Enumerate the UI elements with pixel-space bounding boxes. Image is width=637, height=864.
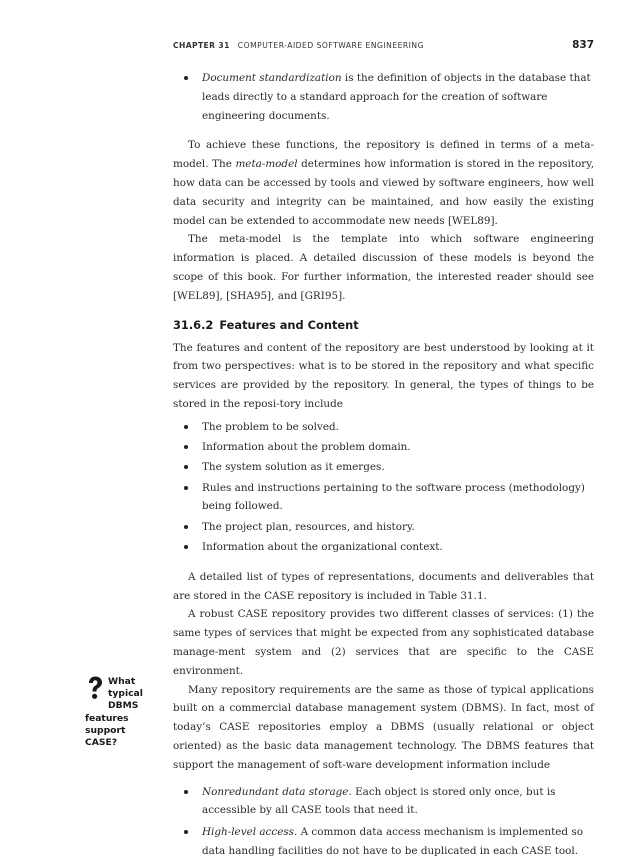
bullet-icon xyxy=(184,545,188,549)
paragraph-dbms: Many repository requirements are the same as those of typical applications built on a commercial database management system (DBMS). In fact, most of today’s CASE repositories employ a DBMS (usually relational or object oriented) as the basic data management technology. The DBMS features that support the management of soft-ware development information include xyxy=(173,683,594,771)
list-item xyxy=(173,783,594,821)
chapter-label: CHAPTER 31 xyxy=(173,41,230,50)
bullet-icon xyxy=(184,445,188,449)
margin-note-text: DBMS xyxy=(108,700,139,711)
paragraph-table-ref: A detailed list of types of representations, documents and deliverables that are stored in the CASE repository is included in Table 31.1. xyxy=(173,570,594,602)
paragraph-template: The meta-model is the template into which software engineering information is placed. A detailed discussion of these models is beyond the scope of this book. For further information, the interested reader should see [WEL89], [SHA95], and [GRI95]. xyxy=(173,233,594,302)
bullet-list-contents xyxy=(173,418,594,557)
paragraph-features: The features and content of the repository are best understood by looking at it from two perspectives: what is to be stored in the repository and what specific services are provided by the repository. In general, the types of things to be stored in the reposi-tory include xyxy=(173,341,594,410)
section-title: Features and Content xyxy=(219,317,359,332)
list-item xyxy=(173,438,594,457)
bullet-list-standardization xyxy=(173,69,594,125)
list-item-text: Information about the organizational context. xyxy=(202,541,443,554)
feature-term: Nonredundant data storage. xyxy=(202,785,352,798)
list-item xyxy=(173,518,594,537)
paragraph-text: To achieve these functions, the repository is defined in terms of a meta-model. The xyxy=(173,139,594,171)
feature-text: A common data access mechanism is implemented so data handling facilities do not have to be duplicated in each CASE tool. xyxy=(202,826,583,857)
list-item-text: Information about the problem domain. xyxy=(202,441,411,454)
body-text xyxy=(173,69,594,864)
feature-text: Each object is stored only once, but is accessible by all CASE tools that need it. xyxy=(202,785,556,817)
section-heading xyxy=(173,316,594,334)
list-item xyxy=(173,479,594,517)
bullet-icon xyxy=(184,790,188,794)
running-header xyxy=(173,40,594,54)
bullet-icon xyxy=(184,76,188,80)
list-item-text: Rules and instructions pertaining to the software process (methodology) being followed. xyxy=(202,481,585,513)
list-item-text: The system solution as it emerges. xyxy=(202,461,385,474)
bullet-icon xyxy=(184,525,188,529)
bullet-text: is the definition of objects in the database that leads directly to a standard approach for the creation of software engineering documents. xyxy=(202,72,591,122)
paragraph-text: determines how information is stored in the repository, how data can be accessed by tools and viewed by software engineers, how well data security and integrity can be maintained, and how easily the existing model can be extended to accommodate new needs [WEL89]. xyxy=(173,158,594,227)
list-item-text: The project plan, resources, and history. xyxy=(202,520,415,533)
page-number: 837 xyxy=(572,39,594,51)
paragraph-meta-model xyxy=(173,136,594,230)
bullet-list-dbms-features xyxy=(173,783,594,861)
list-item xyxy=(173,823,594,861)
question-mark-icon xyxy=(86,676,104,700)
term-document-standardization: Document standardization xyxy=(202,72,342,84)
list-item xyxy=(173,458,594,477)
bullet-icon xyxy=(184,830,188,834)
list-item xyxy=(173,538,594,557)
margin-note-text: features support xyxy=(85,713,129,736)
list-item xyxy=(173,69,594,125)
margin-note-text: What typical xyxy=(108,676,143,699)
chapter-heading xyxy=(173,41,424,50)
bullet-icon xyxy=(184,425,188,429)
bullet-icon xyxy=(184,486,188,490)
margin-note-text: CASE? xyxy=(85,737,118,748)
bullet-icon xyxy=(184,465,188,469)
term-meta-model: meta-model xyxy=(235,158,298,171)
margin-question-note xyxy=(85,676,165,749)
section-number: 31.6.2 xyxy=(173,317,214,332)
list-item xyxy=(173,418,594,437)
chapter-title: COMPUTER-AIDED SOFTWARE ENGINEERING xyxy=(237,41,424,50)
feature-term: High-level access. xyxy=(202,826,298,839)
paragraph-services: A robust CASE repository provides two different classes of services: (1) the same types of services that might be expected from any sophisticated database manage-ment system and (2) services that are specific to the CASE environment. xyxy=(173,608,594,677)
list-item-text: The problem to be solved. xyxy=(202,420,339,433)
